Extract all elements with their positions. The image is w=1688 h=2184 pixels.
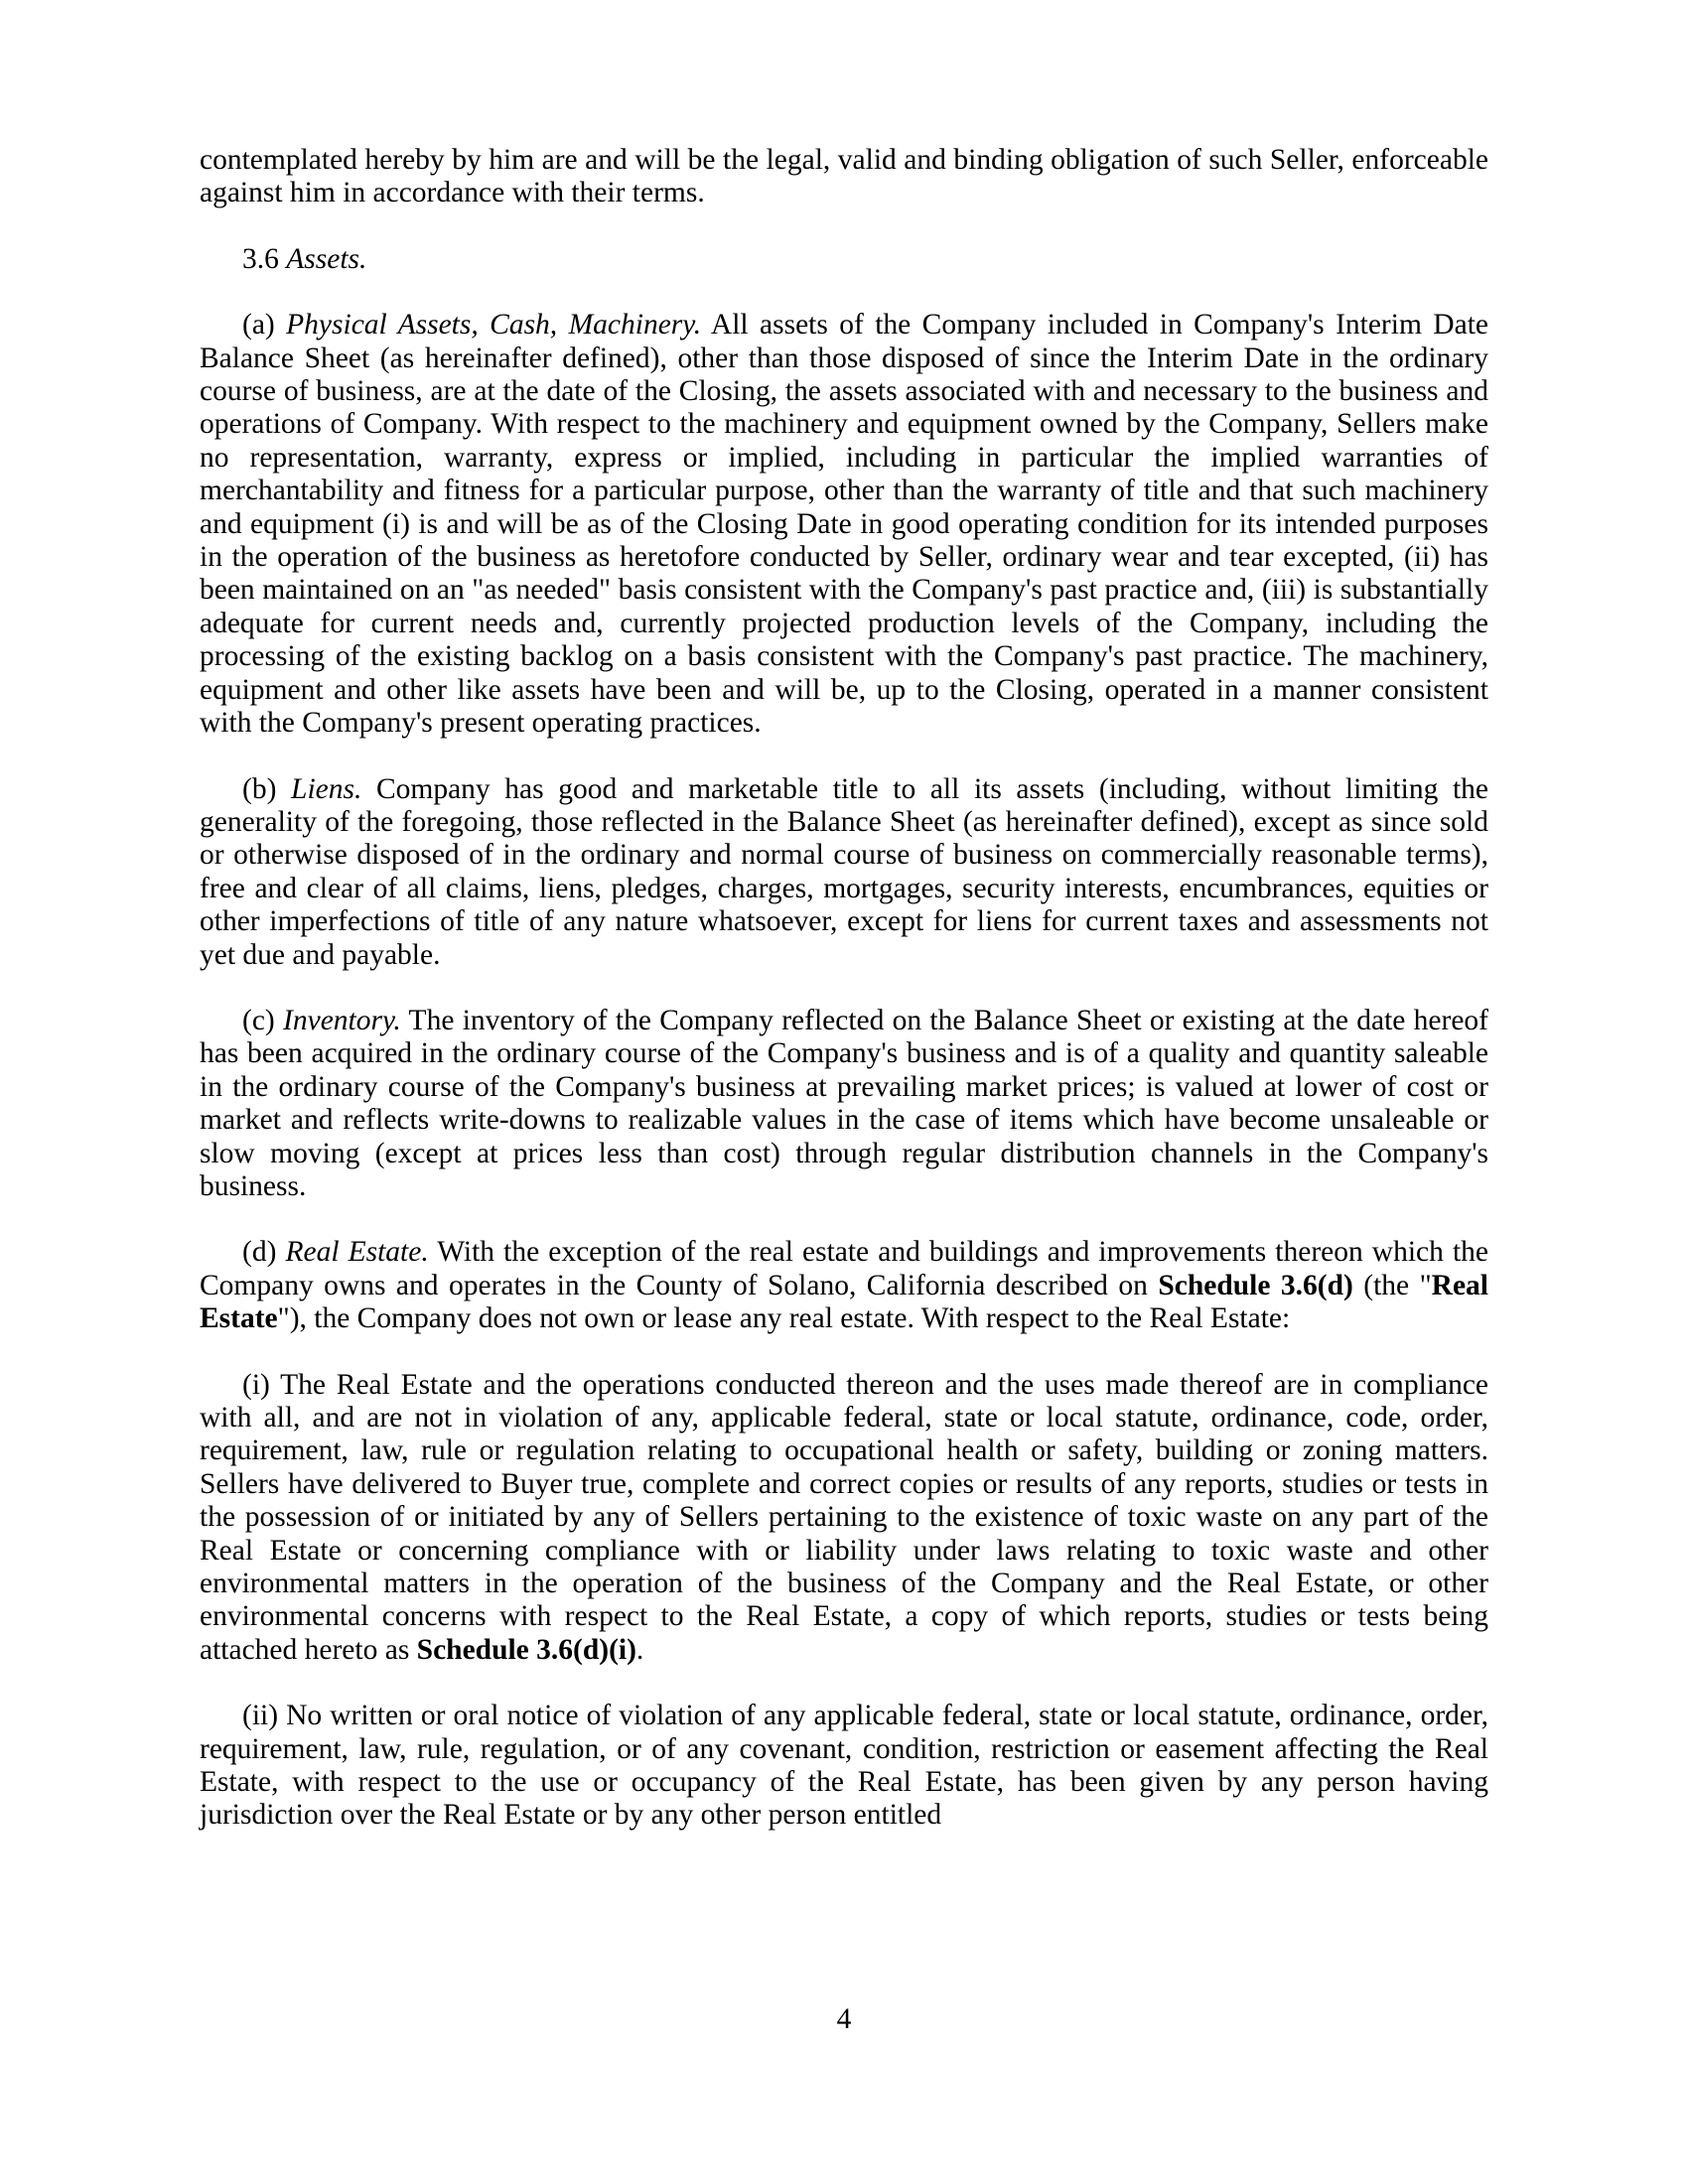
paragraph-d-real-estate — [200, 1236, 1488, 1335]
paragraph-heading: Inventory. — [283, 1004, 401, 1036]
document-page — [200, 144, 1488, 1865]
paragraph-a-physical-assets — [200, 309, 1488, 740]
paragraph-d-i — [200, 1369, 1488, 1668]
paragraph-c-inventory — [200, 1005, 1488, 1203]
paragraph-text: With the exception of the real estate and buildings and improvements thereon which the Company owns and operates in the County of Solano, California described on — [200, 1236, 1489, 1301]
section-number: 3.6 — [242, 242, 287, 275]
schedule-reference: Schedule 3.6(d) — [1158, 1269, 1353, 1301]
paragraph-text: . — [635, 1633, 644, 1666]
paragraph-label: (a) — [242, 309, 287, 341]
paragraph-text: (i) The Real Estate and the operations conducted thereon and the uses made thereof are in compliance with all, and are not in violation of any, applicable federal, state or local statute, ordinance, code, order, requirement, law, rule or regulation relating to occupational health or safety, building or zoning matters. Sellers have delivered to Buyer true, complete and correct copies or results of any reports, studies or tests in the possession of or initiated by any of Sellers pertaining to the existence of toxic waste on any part of the Real Estate or concerning compliance with or liability under laws relating to toxic waste and other environmental matters in the operation of the business of the Company and the Real Estate, or other environmental concerns with respect to the Real Estate, a copy of which reports, studies or tests being attached hereto as — [200, 1368, 1488, 1666]
paragraph-heading: Physical Assets, Cash, Machinery. — [286, 309, 702, 341]
paragraph-label: (d) — [242, 1236, 286, 1269]
paragraph-d-ii: (ii) No written or oral notice of violation of any applicable federal, state or local statute, ordinance, order, requirement, law, rule, regulation, or of any covenant, condition, restriction or easement affecting the Real Estate, with respect to the use or occupancy of the Real Estate, has been given by any person having jurisdiction over the Real Estate or by any other person entitled — [200, 1700, 1488, 1832]
paragraph-label: (b) — [242, 772, 292, 805]
defined-term: Real Estate — [200, 1269, 1488, 1335]
page-number: 4 — [836, 2003, 852, 2035]
paragraph-text: "), the Company does not own or lease any real estate. With respect to the Real Estate: — [277, 1302, 1291, 1335]
paragraph-text: Company has good and marketable title to all its assets (including, without limiting the generality of the foregoing, those reflected in the Balance Sheet (as hereinafter defined), except as since sold or otherwise disposed of in the ordinary and normal course of business on commercially reasonable terms), free and clear of all claims, liens, pledges, charges, mortgages, security interests, encumbrances, equities or other imperfections of title of any nature whatsoever, except for liens for current taxes and assessments not yet due and payable. — [200, 772, 1488, 971]
paragraph-heading: Real Estate. — [285, 1236, 429, 1269]
section-3-6-heading — [200, 243, 1488, 276]
paragraph-heading: Liens. — [291, 772, 362, 805]
paragraph-text: All assets of the Company included in Company's Interim Date Balance Sheet (as hereinafter defined), other than those disposed of since the Interim Date in the ordinary course of business, are at the date of the Closing, the assets associated with and necessary to the business and operations of Company. With respect to the machinery and equipment owned by the Company, Sellers make no representation, warranty, express or implied, including in particular the implied warranties of merchantability and fitness for a particular purpose, other than the warranty of title and that such machinery and equipment (i) is and will be as of the Closing Date in good operating condition for its intended purposes in the operation of the business as heretofore conducted by Seller, ordinary wear and tear excepted, (ii) has been maintained on an "as needed" basis consistent with the Company's past practice and, (iii) is substantially adequate for current needs and, currently projected production levels of the Company, including the processing of the existing backlog on a basis consistent with the Company's past practice. The machinery, equipment and other like assets have been and will be, up to the Closing, operated in a manner consistent with the Company's present operating practices. — [200, 309, 1488, 740]
paragraph-b-liens — [200, 773, 1488, 972]
paragraph-label: (c) — [242, 1004, 284, 1036]
paragraph-text: The inventory of the Company reflected on the Balance Sheet or existing at the date hereof has been acquired in the ordinary course of the Company's business and is of a quality and quantity saleable in the ordinary course of the Company's business at prevailing market prices; is valued at lower of cost or market and reflects write-downs to realizable values in the case of items which have become unsaleable or slow moving (except at prices less than cost) through regular distribution channels in the Company's business. — [200, 1004, 1488, 1202]
paragraph-continuation: contemplated hereby by him are and will be the legal, valid and binding obligation of such Seller, enforceable against him in accordance with their terms. — [200, 144, 1488, 209]
section-title: Assets. — [286, 242, 367, 275]
paragraph-text: (the " — [1352, 1269, 1432, 1301]
schedule-reference: Schedule 3.6(d)(i) — [416, 1633, 636, 1666]
